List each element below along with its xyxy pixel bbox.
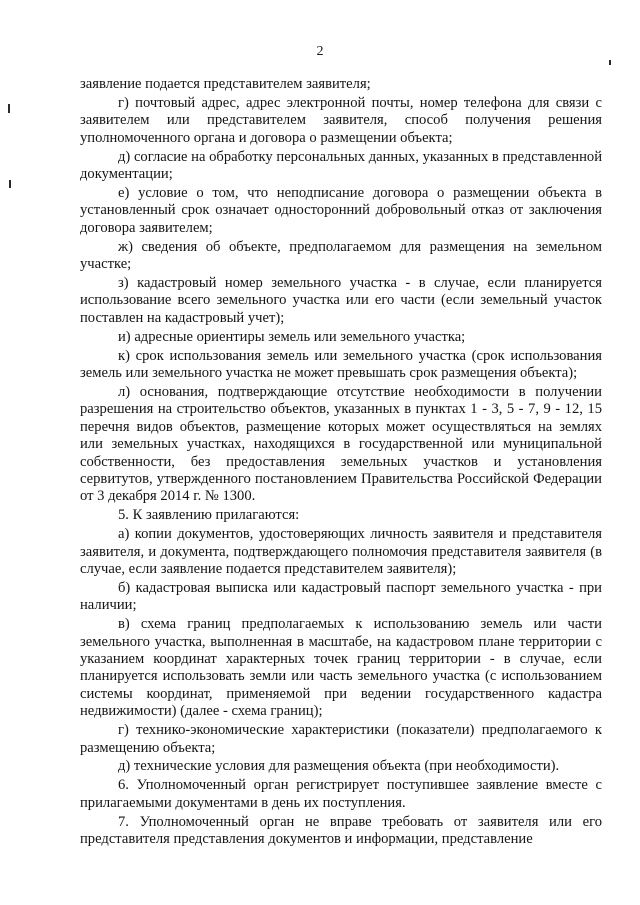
- paragraph: г) почтовый адрес, адрес электронной почты, номер телефона для связи с заявителем или представителем заявителя, способ получения решения уполномоченного органа и договора о размещении объекта;: [80, 94, 602, 146]
- paragraph: г) технико-экономические характеристики (показатели) предполагаемого к размещению объекта;: [80, 722, 602, 756]
- paragraph: 5. К заявлению прилагаются:: [118, 507, 300, 524]
- paragraph: д) технические условия для размещения объекта (при необходимости).: [118, 758, 560, 775]
- paragraph: л) основания, подтверждающие отсутствие необходимости в получении разрешения на строительство объектов, указанных в пунктах 1 - 3, 5 - 7, 9 - 12, 15 перечня видов объектов, размещение которых может осуществляться на землях или земельных участках, находящихся в государственной или муниципальной собственности, без предоставления земельных участков и установления сервитутов, утвержденного постановлением Правительства Российской Федерации от 3 декабря 2014 г. № 1300.: [80, 383, 602, 505]
- paragraph: 6. Уполномоченный орган регистрирует поступившее заявление вместе с прилагаемыми документами в день их поступления.: [80, 777, 602, 811]
- page-number: 2: [316, 44, 324, 59]
- scan-mark: [609, 60, 611, 65]
- scan-mark: [8, 104, 10, 113]
- paragraph: а) копии документов, удостоверяющих личность заявителя и представителя заявителя, и документа, подтверждающего полномочия представителя заявителя (в случае, если заявление подается представителем заявителя);: [80, 526, 602, 577]
- paragraph: ж) сведения об объекте, предполагаемом для размещения на земельном участке;: [80, 238, 602, 273]
- paragraph: в) схема границ предполагаемых к использованию земель или части земельного участка, выполненная в масштабе, на кадастровом плане территории с указанием координат характерных точек границ территории - в случае, если планируется использовать земли или часть земельного участка (с использованием системы координат, применяемой при ведении государственного кадастра недвижимости) (далее - схема границ);: [80, 616, 602, 720]
- paragraph: б) кадастровая выписка или кадастровый паспорт земельного участка - при наличии;: [80, 579, 602, 614]
- paragraph: заявление подается представителем заявителя;: [80, 76, 371, 92]
- paragraph: д) согласие на обработку персональных данных, указанных в представленной документации;: [80, 148, 602, 183]
- paragraph: и) адресные ориентиры земель или земельного участка;: [118, 328, 466, 345]
- paragraph: з) кадастровый номер земельного участка - в случае, если планируется использование всего земельного участка или его части (если земельный участок поставлен на кадастровый учет);: [80, 274, 602, 326]
- scan-mark: [9, 180, 11, 188]
- paragraph: к) срок использования земель или земельного участка (срок использования земель или земельного участка не может превышать срок размещения объекта);: [80, 347, 602, 381]
- paragraph: 7. Уполномоченный орган не вправе требовать от заявителя или его представителя представления документов и информации, представление: [80, 813, 602, 848]
- paragraph: е) условие о том, что неподписание договора о размещении объекта в установленный срок означает односторонний добровольный отказ от заключения договора заявителем;: [80, 184, 602, 236]
- document-body: [80, 76, 602, 850]
